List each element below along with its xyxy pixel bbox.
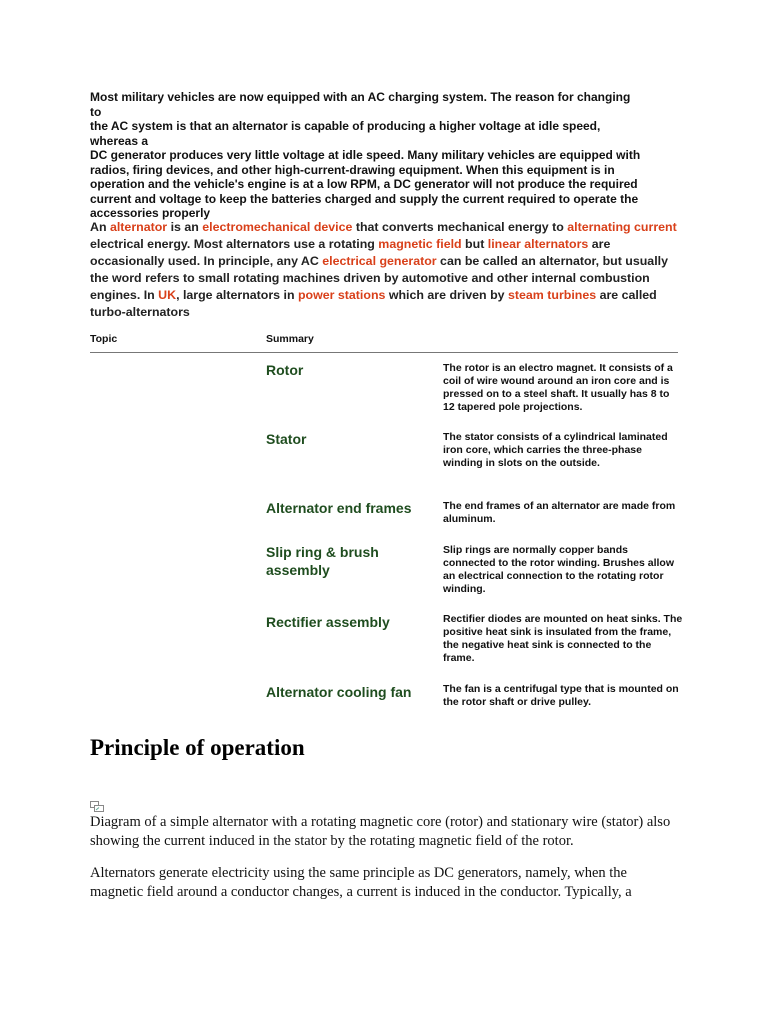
link-steam-turbines[interactable]: steam turbines: [507, 288, 597, 302]
table-row-topic: Slip ring & brush assembly: [266, 544, 379, 578]
text: are called turbo-alternators: [90, 288, 657, 319]
link-electromechanical-device[interactable]: electromechanical device: [202, 220, 353, 234]
table-row-topic: Rotor: [266, 362, 304, 378]
link-uk[interactable]: UK: [158, 288, 177, 302]
link-power-stations[interactable]: power stations: [297, 288, 386, 302]
intro-line: to: [90, 104, 102, 119]
link-magnetic-field[interactable]: magnetic field: [378, 237, 462, 251]
broken-image-icon: [90, 801, 104, 812]
link-linear-alternators[interactable]: linear alternators: [487, 237, 589, 251]
intro-line: Most military vehicles are now equipped with an AC charging system. The reason for changing: [90, 90, 631, 104]
text: An: [90, 220, 110, 234]
body-paragraph: Alternators generate electricity using the same principle as DC generators, namely, when the magnetic field around a conductor changes, a current is induced in the conductor. Typically, a: [90, 865, 632, 900]
link-alternator[interactable]: alternator: [109, 220, 168, 234]
text: are occasionally used. In principle, any AC: [90, 237, 611, 268]
table-row-topic: Alternator cooling fan: [266, 684, 412, 700]
link-alternating-current[interactable]: alternating current: [567, 220, 677, 234]
intro-line: current and voltage to keep the batteries charged and supply the current required to operate the: [90, 191, 639, 206]
table-row-summary: The fan is a centrifugal type that is mounted on the rotor shaft or drive pulley.: [443, 683, 679, 708]
table-row-summary: The stator consists of a cylindrical laminated iron core, which carries the three-phase winding in slots on the outside.: [443, 431, 668, 469]
intro-line: the AC system is that an alternator is capable of producing a higher voltage at idle speed,: [90, 119, 601, 133]
figure-caption: Diagram of a simple alternator with a rotating magnetic core (rotor) and stationary wire (stator) also showing the current induced in the stator by the rotating magnetic field of the rotor.: [90, 814, 671, 849]
text: electrical energy. Most alternators use a rotating: [90, 237, 379, 251]
table-header-summary: Summary: [266, 333, 314, 345]
text: but: [461, 237, 488, 251]
table-divider: [90, 352, 678, 353]
intro-line: accessories properly: [90, 206, 211, 220]
table-row-topic: Stator: [266, 431, 307, 447]
intro-line: operation and the vehicle's engine is at a low RPM, a DC generator will not produce the required: [90, 177, 638, 191]
table-row-summary: The end frames of an alternator are made from aluminum.: [443, 500, 676, 525]
table-row-topic: Alternator end frames: [266, 500, 412, 516]
text: which are driven by: [385, 288, 508, 302]
table-row-summary: Slip rings are normally copper bands connected to the rotor winding. Brushes allow an electrical connection to the rotating rotor winding.: [443, 544, 675, 595]
section-heading: Principle of operation: [90, 735, 305, 760]
table-header-topic: Topic: [90, 333, 118, 345]
intro-paragraph: [90, 90, 690, 221]
intro-line: radios, firing devices, and other high-current-drawing equipment. When this equipment is in: [90, 162, 615, 177]
table-row-summary: Rectifier diodes are mounted on heat sinks. The positive heat sink is insulated from the frame, the negative heat sink is connected to the frame.: [443, 613, 683, 664]
text: , large alternators in: [176, 288, 298, 302]
intro-line: DC generator produces very little voltage at idle speed. Many military vehicles are equipped with: [90, 148, 641, 162]
intro-line: whereas a: [90, 133, 149, 148]
text: can be called an alternator, but usually the word refers to small rotating machines driven by automotive and other internal combustion engines. In: [90, 254, 668, 302]
table-row-summary: The rotor is an electro magnet. It consists of a coil of wire wound around an iron core and is pressed on to a steel shaft. It usually has 8 to 12 tapered pole projections.: [443, 362, 673, 413]
text: is an: [167, 220, 203, 234]
text: that converts mechanical energy to: [352, 220, 568, 234]
table-row-topic: Rectifier assembly: [266, 614, 390, 630]
link-electrical-generator[interactable]: electrical generator: [322, 254, 437, 268]
alternator-definition-paragraph: [90, 219, 680, 321]
